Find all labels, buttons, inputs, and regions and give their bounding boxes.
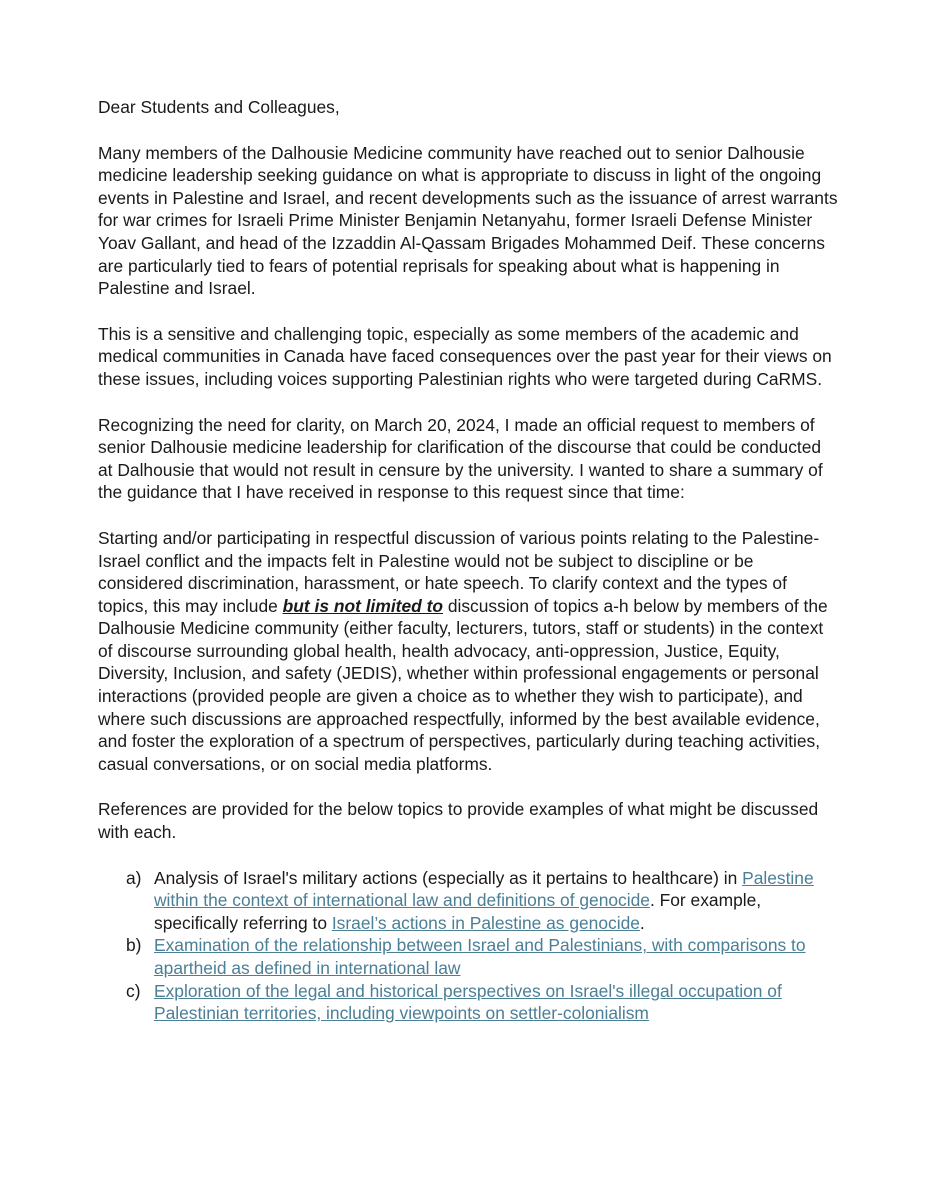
list-marker: b) xyxy=(126,935,142,956)
paragraph-context: Many members of the Dalhousie Medicine community have reached out to senior Dalhousie medicine leadership seeking guidance on what is appropriate to discuss in light of the ongoing events in Palestine and Israel, and recent developments such as the issuance of arrest warrants for war crimes for Israeli Prime Minister Benjamin Netanyahu, former Israeli Defense Minister Yoav Gallant, and head of the Izzaddin Al-Qassam Brigades Mohammed Deif. These concerns are particularly tied to fears of potential reprisals for speaking about what is happening in Palestine and Israel. xyxy=(98,142,838,299)
list-item-text: . xyxy=(639,912,645,933)
letter-body xyxy=(98,96,838,1025)
paragraph-sensitivity: This is a sensitive and challenging topic, especially as some members of the academic and medical communities in Canada have faced consequences over the past year for their views on these issues, including voices supporting Palestinian rights who were targeted during CaRMS. xyxy=(98,323,832,389)
paragraph-guidance xyxy=(98,527,838,776)
paragraph-request: Recognizing the need for clarity, on March 20, 2024, I made an official request to members of senior Dalhousie medicine leadership for clarification of the discourse that could be conducted at Dalhousie that would not result in censure by the university. I wanted to share a summary of the guidance that I have received in response to this request since that time: xyxy=(98,414,823,503)
reference-link[interactable]: Israel’s actions in Palestine as genocide xyxy=(331,912,640,933)
list-item xyxy=(126,867,838,935)
reference-link[interactable]: Examination of the relationship between Israel and Palestinians, with comparisons to apartheid as defined in international law xyxy=(154,935,806,978)
list-marker: c) xyxy=(126,980,141,1001)
list-item xyxy=(126,934,838,979)
list-item-body xyxy=(154,867,838,935)
list-item-body xyxy=(154,934,838,979)
topics-list xyxy=(98,867,838,1025)
list-item-body xyxy=(154,980,838,1025)
guidance-text-part1: Starting and/or participating in respectful discussion of various points relating to the Palestine-Israel conflict and the impacts felt in Palestine would not be subject to discipline or be considered discrimination, harassment, or hate speech. To clarify context and the types of topics, this may include xyxy=(98,527,820,616)
greeting: Dear Students and Colleagues, xyxy=(98,97,340,117)
paragraph-references: References are provided for the below topics to provide examples of what might be discussed with each. xyxy=(98,799,819,843)
reference-link[interactable]: Palestine within the context of international law and definitions of genocide xyxy=(154,867,814,911)
list-item-text: Analysis of Israel's military actions (especially as it pertains to healthcare) in xyxy=(154,867,743,888)
guidance-emphasis: but is not limited to xyxy=(282,595,443,616)
reference-link[interactable]: Exploration of the legal and historical perspectives on Israel's illegal occupation of Palestinian territories, including viewpoints on settler-colonialism xyxy=(154,980,782,1024)
list-marker: a) xyxy=(126,867,142,888)
list-item-text: . For example, specifically referring to xyxy=(154,890,762,933)
guidance-text-part2: discussion of topics a-h below by members of the Dalhousie Medicine community (either faculty, lecturers, tutors, staff or students) in the context of discourse surrounding global health, health advocacy, anti-oppression, Justice, Equity, Diversity, Inclusion, and safety (JEDIS), whether within professional engagements or personal interactions (provided people are given a choice as to whether they wish to participate), and where such discussions are approached respectfully, informed by the best available evidence, and foster the exploration of a spectrum of perspectives, particularly during teaching activities, casual conversations, or on social media platforms. xyxy=(98,595,828,774)
list-item xyxy=(126,980,838,1025)
